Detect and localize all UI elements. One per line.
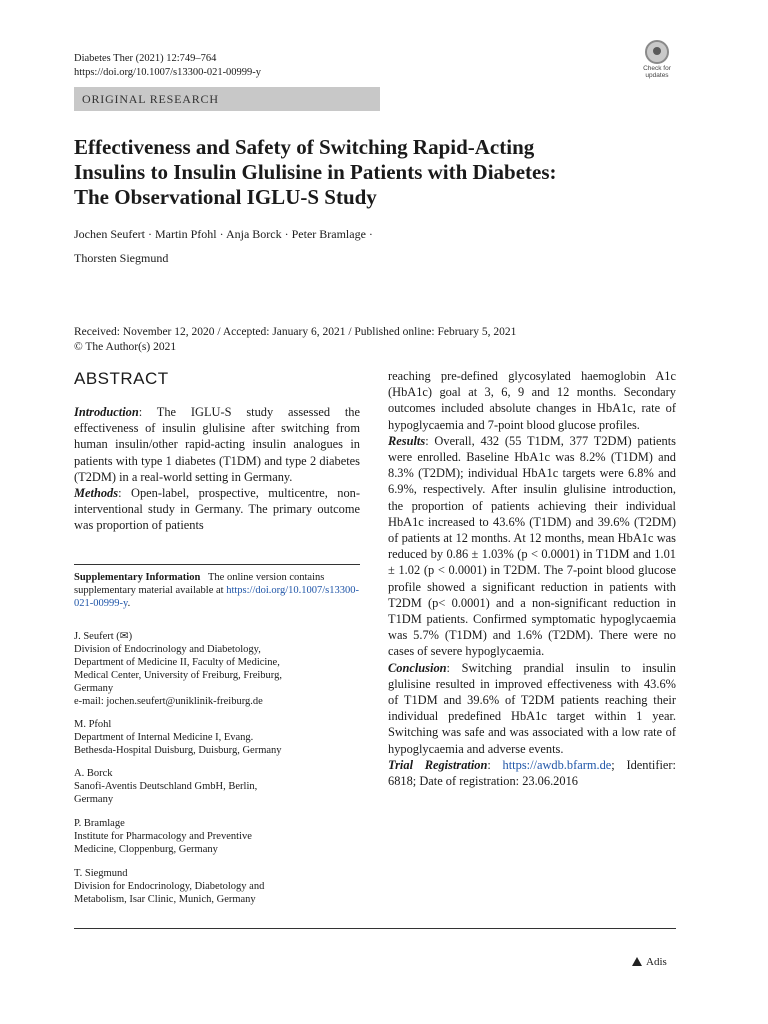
affiliation-name: P. Bramlage xyxy=(74,818,125,829)
affiliation-line: Division of Endocrinology and Diabetology, xyxy=(74,644,261,655)
conclusion-label: Conclusion xyxy=(388,660,447,675)
journal-header xyxy=(74,52,261,80)
check-for-updates-badge[interactable] xyxy=(638,40,676,78)
affiliation-bramlage xyxy=(74,817,360,856)
abstract-right-column xyxy=(388,368,676,789)
abstract-conclusion xyxy=(388,660,676,757)
title-line-2: Insulins to Insulin Glulisine in Patients with Diabetes: xyxy=(74,160,557,184)
abstract-results xyxy=(388,433,676,660)
trial-label: Trial Registration xyxy=(388,757,488,772)
affiliation-line: Metabolism, Isar Clinic, Munich, Germany xyxy=(74,894,256,905)
title-line-3: The Observational IGLU-S Study xyxy=(74,185,377,209)
methods-text: : Open-label, prospective, multicentre, non-interventional study in Germany. The primary outcome was proportion of patients xyxy=(74,486,360,533)
supplementary-info xyxy=(74,571,360,610)
badge-line-1: Check for xyxy=(643,65,671,72)
affiliation-line: Germany xyxy=(74,794,114,805)
publisher-logo xyxy=(632,955,667,969)
affiliation-name: A. Borck xyxy=(74,768,113,779)
affiliation-name: M. Pfohl xyxy=(74,719,112,730)
affiliation-pfohl xyxy=(74,718,360,757)
authors-line-2: Thorsten Siegmund xyxy=(74,251,169,265)
affiliation-line: Sanofi-Aventis Deutschland GmbH, Berlin, xyxy=(74,781,258,792)
supplementary-text: The online version contains supplementary material available at xyxy=(74,572,325,596)
conclusion-text: : Switching prandial insulin to insulin glulisine resulted in improved effectiveness with 43.6% of T1DM and 39.6% of T2DM patients reaching their individual predefined HbA1c target within 1 year. Switching was safe and was associated with a low rate of hypoglycaemia and adverse events. xyxy=(388,660,676,756)
page-footer-divider xyxy=(74,928,676,929)
affiliation-line: Department of Internal Medicine I, Evang. xyxy=(74,732,254,743)
footnote-divider xyxy=(74,564,360,565)
abstract-left-column xyxy=(74,404,360,534)
article-title xyxy=(74,135,674,210)
copyright-line: © The Author(s) 2021 xyxy=(74,341,177,353)
abstract-methods xyxy=(74,485,360,534)
methods-continued: reaching pre-defined glycosylated haemoglobin A1c (HbA1c) goal at 3, 6, 9 and 12 months. Secondary outcomes included absolute changes in HbA1c, rate of hypoglycaemia and 7-point blood glucose profiles. xyxy=(388,369,676,432)
supplementary-link[interactable]: https://doi.org/10.1007/s13300-021-00999-y xyxy=(74,585,360,609)
title-line-1: Effectiveness and Safety of Switching Rapid-Acting xyxy=(74,135,535,159)
journal-citation: Diabetes Ther (2021) 12:749–764 xyxy=(74,53,217,64)
affiliation-name: T. Siegmund xyxy=(74,868,128,879)
supplementary-heading: Supplementary Information xyxy=(74,572,201,583)
affiliation-line: Institute for Pharmacology and Preventive xyxy=(74,831,252,842)
author-list xyxy=(74,222,634,270)
supplementary-end: . xyxy=(127,598,131,609)
affiliation-seufert xyxy=(74,630,360,708)
affiliation-line: Bethesda-Hospital Duisburg, Duisburg, Germany xyxy=(74,745,282,756)
methods-label: Methods xyxy=(74,486,119,501)
badge-line-2: updates xyxy=(645,72,669,79)
affiliation-borck xyxy=(74,767,360,806)
introduction-label: Introduction xyxy=(74,405,139,419)
check-updates-icon xyxy=(645,40,669,64)
results-text: : Overall, 432 (55 T1DM, 377 T2DM) patients were enrolled. Baseline HbA1c was 8.2% (T1DM) and 8.3% (T2DM); individual HbA1c targets were 6.8% and 6.9%, respectively. After insulin glulisine introduction, the proportion of patients achieving their individual HbA1c increased to 43.6% (T1DM) and 39.6% (T2DM) of patients at 12 months. At 12 months, mean HbA1c was reduced by 0.86 ± 1.03% (p < 0.0001) in T1DM and 1.01 ± 1.02 (p < 0.0001) in T2DM. The 7-point blood glucose profile showed a significant reduction in patients with T2DM (p< 0.0001) and a non-significant reduction in T1DM patients. Confirmed symptomatic hypoglycaemia was 5.7% (T1DM) and 1.6% (T2DM). There were no cases of severe hypoglycaemia. xyxy=(388,433,676,659)
publication-dates xyxy=(74,325,694,355)
publisher-name: Adis xyxy=(646,956,667,968)
affiliation-line: Medicine, Cloppenburg, Germany xyxy=(74,844,218,855)
affiliation-name: J. Seufert (✉) xyxy=(74,631,133,642)
abstract-heading: ABSTRACT xyxy=(74,369,169,388)
corresponding-email[interactable]: e-mail: jochen.seufert@uniklinik-freiburg.de xyxy=(74,696,263,707)
affiliation-line: Department of Medicine II, Faculty of Medicine, xyxy=(74,657,280,668)
trial-separator: : xyxy=(487,757,503,772)
affiliation-line: Germany xyxy=(74,683,114,694)
abstract-introduction xyxy=(74,404,360,485)
journal-doi: https://doi.org/10.1007/s13300-021-00999-y xyxy=(74,67,262,78)
trial-text: ; Identifier: 6818; Date of registration: 23.06.2016 xyxy=(388,757,676,789)
dates-line: Received: November 12, 2020 / Accepted: January 6, 2021 / Published online: February 5, 2021 xyxy=(74,326,517,338)
authors-line-1: Jochen Seufert · Martin Pfohl · Anja Borck · Peter Bramlage · xyxy=(74,227,373,241)
trial-registry-link[interactable]: https://awdb.bfarm.de xyxy=(502,757,612,772)
affiliation-line: Medical Center, University of Freiburg, Freiburg, xyxy=(74,670,282,681)
section-label: ORIGINAL RESEARCH xyxy=(74,87,380,111)
affiliation-siegmund xyxy=(74,867,360,906)
introduction-text: : The IGLU-S study assessed the effectiveness of insulin glulisine after switching from human insulin/other rapid-acting insulin analogues in patients with type 1 diabetes (T1DM) and type 2 diabetes (T2DM) in a real-world setting in Germany. xyxy=(74,405,360,484)
abstract-trial-registration xyxy=(388,757,676,789)
affiliation-line: Division for Endocrinology, Diabetology and xyxy=(74,881,265,892)
results-label: Results xyxy=(388,433,426,448)
adis-triangle-icon xyxy=(632,957,642,966)
